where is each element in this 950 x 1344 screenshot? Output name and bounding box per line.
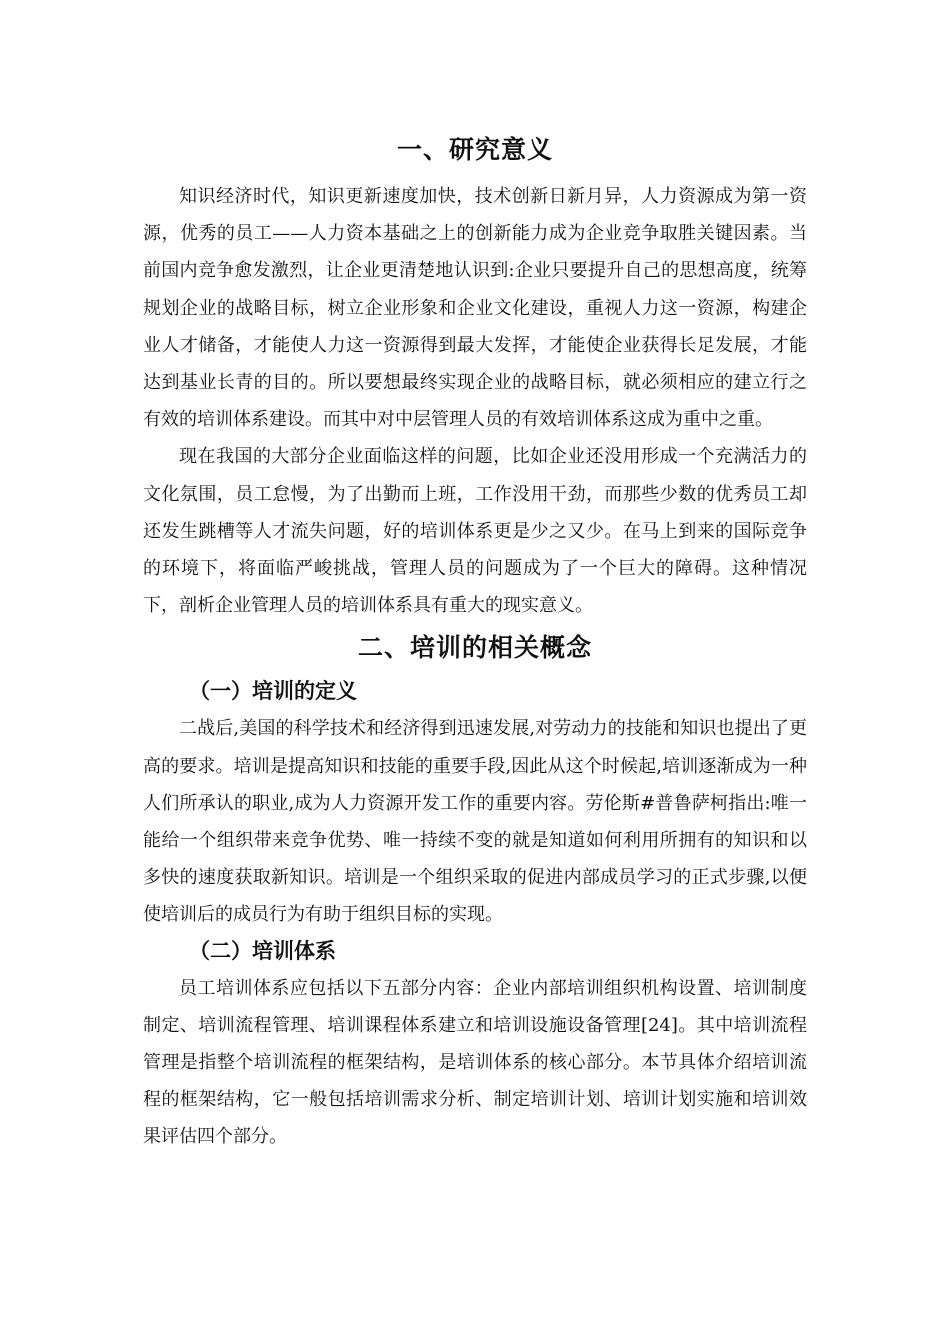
section-title-research-significance: 一、研究意义 xyxy=(396,135,553,164)
paragraph-research-1: 知识经济时代，知识更新速度加快，技术创新日新月异，人力资源成为第一资源，优秀的员工——人力资本基础之上的创新能力成为企业竞争取胜关键因素。当前国内竞争愈发激烈，让企业更清楚地认识到:企业只要提升自己的思想高度，统筹规划企业的战略目标，树立企业形象和企业文化建设，重视人力这一资源，构建企业人才储备，才能使人力这一资源得到最大发挥，才能使企业获得长足发展，才能达到基业长青的目的。所以要想最终实现企业的战略目标，就必须相应的建立行之有效的培训体系建设。而其中对中层管理人员的有效培训体系这成为重中之重。 xyxy=(143,186,807,431)
section-title-training-concepts: 二、培训的相关概念 xyxy=(357,633,592,663)
paragraph-research-2: 现在我国的大部分企业面临这样的问题，比如企业还没用形成一个充满活力的文化氛围，员工怠慢，为了出勤而上班，工作没用干劲，而那些少数的优秀员工却还发生跳槽等人才流失问题，好的培训体系更是少之又少。在马上到来的国际竞争的环境下，将面临严峻挑战，管理人员的问题成为了一个巨大的障碍。这种情况下，剖析企业管理人员的培训体系具有重大的现实意义。 xyxy=(143,446,807,617)
paragraph-training-system: 员工培训体系应包括以下五部分内容：企业内部培训组织机构设置、培训制度制定、培训流程管理、培训课程体系建立和培训设施设备管理[24]。其中培训流程管理是指整个培训流程的框架结构，是培训体系的核心部分。本节具体介绍培训流程的框架结构，它一般包括培训需求分析、制定培训计划、培训计划实施和培训效果评估四个部分。 xyxy=(143,977,807,1148)
subsection-title-training-definition: （一）培训的定义 xyxy=(189,679,357,704)
paragraph-training-definition: 二战后,美国的科学技术和经济得到迅速发展,对劳动力的技能和知识也提出了更高的要求。培训是提高知识和技能的重要手段,因此从这个时候起,培训逐渐成为一种人们所承认的职业,成为人力资源开发工作的重要内容。劳伦斯#普鲁萨柯指出:唯一能给一个组织带来竞争优势、唯一持续不变的就是知道如何利用所拥有的知识和以多快的速度获取新知识。培训是一个组织采取的促进内部成员学习的正式步骤,以便使培训后的成员行为有助于组织目标的实现。 xyxy=(143,718,807,926)
document-body xyxy=(143,128,807,1156)
subsection-title-training-system: （二）培训体系 xyxy=(189,938,336,963)
